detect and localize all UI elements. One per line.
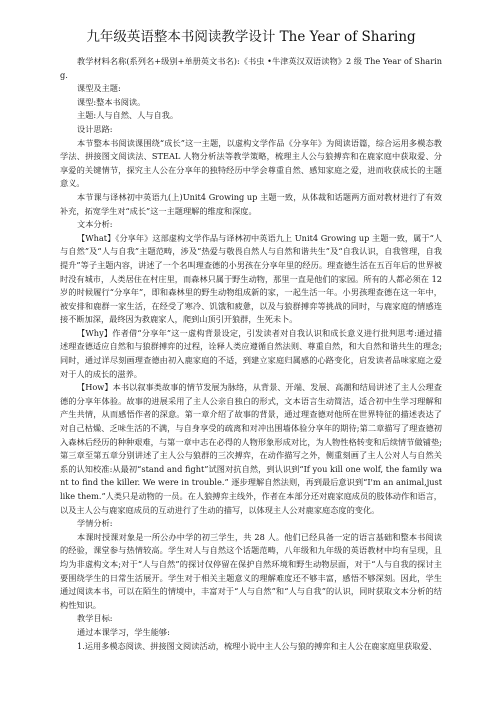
document-title: 九年级英语整本书阅读教学设计 The Year of Sharing [86, 29, 416, 45]
lesson-theme: 主题:人与自然、人与自我。 [77, 110, 179, 121]
students-heading: 学情分析: [77, 518, 113, 529]
text-analysis-heading: 文本分析: [77, 219, 113, 230]
what-paragraph: 【What】《分享年》这部虚构文学作品与译林初中英语九上 Unit4 Growing up 主题一致，属于“人与自然”及“人与自我”主题范畴，涉及“热爱与敬畏自然人与自然和谐共生”及“自我认识，自我管理，自我提升”等子主题内容，讲述了一个名叫理查德的小男孩在分享年里的经历。理查德生活在五百年后的世界被时没有城市，人类居住在村庄里，而森林只属于野生动物，那里一直是他们的家园。所有的人都必须在 12 岁的时候履行“分享年”，即和森林里的野生动物组成新的家，一起生活一年。小男孩理查德在这一年中，被安排和鹿群一家生活，在经受了寒冷、饥饿和疲惫，以及与狼群搏弈等挑战的同时，与鹿家庭的情感连接不断加深，最终因为救鹿家人，爬到山顶引开狼群，生死未卜。 [60, 232, 442, 325]
lesson-type-label: 课型及主题: [77, 83, 121, 94]
design-paragraph-2: 本节课与译林初中英语九(上)Unit4 Growing up 主题一致，从体裁和话题两方面对教材进行了有效补充，拓宽学生对“成长”这一主题理解的维度和深度。 [60, 191, 442, 216]
design-heading: 设计思路: [77, 123, 113, 134]
students-paragraph: 本课时授课对象是一所公办中学的初三学生，共 28 人。他们已经具备一定的语言基础和整本书阅读的经验，课堂参与热情较高。学生对人与自然这个话题范畴，八年级和九年级的英语教材中均有呈现，且均为非虚构文本;对于“人与自然”的探讨仅停留在保护自然环境和野生动物层面，对于“人与自我的探讨主要围绕学生的日常生活展开。学生对于相关主题意义的理解难度还不够丰富，感悟不够深刻。因此，学生通过阅读本书，可以在陌生的情境中，丰富对于“人与自然”和“人与自我”的认识，同时获取文本分析的结构性知识。 [60, 531, 442, 610]
course-type: 课型:整本书阅读。 [77, 96, 146, 107]
material-name-line: 教学材料名称(系列名+级别+单册英文书名):《书虫 •牛津英汉双语读物》2 级 The Year of Sharing. [60, 56, 442, 80]
goals-intro: 通过本课学习，学生能够: [77, 626, 170, 637]
how-paragraph: 【How】本书以叙事类故事的情节发展为脉络，从背景、开端、发展、高潮和结局讲述了主人公理查德的分享年体验。故事的进展采用了主人公亲自独白的形式，文本语言生动简洁，适合初中生学习理解和产生共情，从而感悟作者的深意。第一章介绍了故事的背景，通过理查德对他所在世界特征的描述表达了对自己枯燥、乏味生活的不满，与自身享受的疏离和对冲出围墙体验分享年的期待;第二章描写了理查德初入森林后经历的种种艰难，与第一章中志在必得的人物形象形成对比，为人物性格转变和后续情节做铺垫;第三章至第五章分别讲述了主人公与狼群的三次搏弈，在动作描写之外，侧重刻画了主人公对人与自然关系的认知校准:从最初“stand and fight”试图对抗自然，到认识到“If you kill one wolf, the family want to find the killer. We were in trouble.” 逐步理解自然法则，再到最后意识到“I'm an animal,just like them.”人类只是动物的一员。在人狼搏弈主线外，作者在本部分还对鹿家庭成员的肢体动作和语言，以及主人公与鹿家庭成员的互动进行了生动的描写，以体现主人公对鹿家庭态度的变化。 [60, 382, 442, 515]
goal-item-1: 1.运用多模态阅读、拼接图文阅读活动，梳理小说中主人公与狼的搏弈和主人公在鹿家庭里获取爱、 [77, 640, 437, 651]
design-paragraph-1: 本节整本书阅读课围绕“成长”这一主题，以虚构文学作品《分享年》为阅读语篇，综合运用多模态教学法、拼接图文阅读法、STEAL 人物分析法等教学策略，梳理主人公与狼搏弈和在鹿家庭中获取爱、分享爱的关键情节，探究主人公在分享年的独特经历中学会尊重自然、感知家庭之爱，进而收获成长的主题意义。 [60, 137, 442, 189]
why-paragraph: 【Why】作者借“分享年”这一虚构背景设定，引发读者对自我认识和成长意义进行批判思考:通过描述理查德适应自然和与狼群搏弈的过程，诠释人类应遵循自然法则、尊重自然，和大自然和谐共生的理念;同时，通过详尽刻画理查德由初入鹿家庭的不适，到建立家庭归属感的心路变化，启发读者品味家庭之爱对于人的成长的滋养。 [60, 327, 442, 379]
goals-heading: 教学目标: [77, 613, 113, 624]
